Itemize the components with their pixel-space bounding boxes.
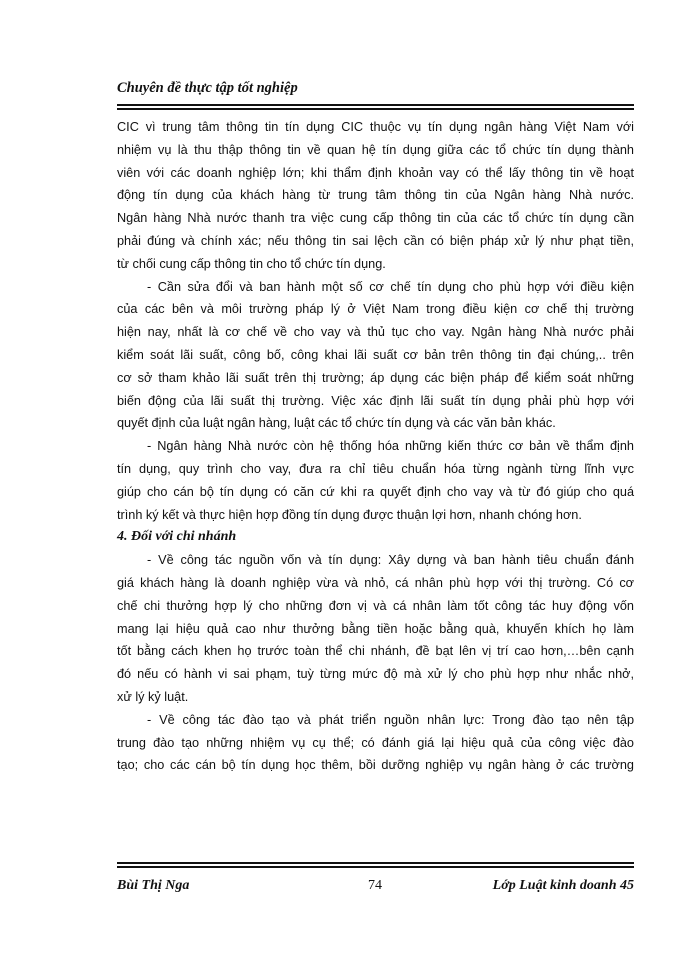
text-line: cơ sở tham khảo lãi suất trên thị trường; áp dụng các biện pháp để kiểm soát những (117, 370, 634, 385)
text-line: tạo; cho các cán bộ tín dụng học thêm, bồi dưỡng nghiệp vụ ngân hàng ở các trường (117, 758, 634, 773)
page-number: 74 (368, 878, 382, 893)
text-line: nhiệm vụ là thu thập thông tin về quan hệ tín dụng giữa các tổ chức tín dụng thành (117, 142, 634, 157)
header-rule-bottom (117, 108, 634, 110)
text-line: quyết định của luật ngân hàng, luật các tổ chức tín dụng và các văn bản khác. (117, 416, 556, 431)
text-line: biến động của lãi suất thị trường. Việc xác định lãi suất tín dụng phải phù hợp với (117, 393, 634, 408)
text-line: - Về công tác nguồn vốn và tín dụng: Xây dựng và ban hành tiêu chuẩn đánh (147, 553, 634, 568)
text-line: tín dụng, quy trình cho vay, đưa ra chỉ tiêu chuẩn hóa từng ngành từng lĩnh vực (117, 461, 634, 476)
footer-rule-top (117, 862, 634, 864)
header-rule-top (117, 104, 634, 106)
text-line: đó nếu có hành vi sai phạm, tuỳ từng mức độ mà xử lý cho phù hợp như nhắc nhở, (117, 667, 634, 682)
text-line: giúp cho cán bộ tín dụng có căn cứ khi ra quyết định cho vay và từ đó giúp cho quá (117, 484, 634, 499)
footer-class-name: Lớp Luật kinh doanh 45 (492, 878, 634, 893)
footer-author: Bùi Thị Nga (117, 878, 190, 893)
text-line: tốt bằng cách khen họ trước toàn thể chi nhánh, đề bạt lên vị trí cao hơn,…bên cạnh (117, 644, 634, 659)
text-line: hiện nay, nhất là cơ chế về cho vay và thủ tục cho vay. Ngân hàng Nhà nước phải (117, 325, 634, 340)
page-footer (117, 878, 634, 898)
text-line: trình ký kết và thực hiện hợp đồng tín dụng được thuận lợi hơn, nhanh chóng hơn. (117, 507, 582, 522)
paragraph-capital-credit (117, 549, 634, 709)
text-line: - Cần sửa đổi và ban hành một số cơ chế tín dụng cho phù hợp với điều kiện (147, 279, 634, 294)
text-line: Ngân hàng Nhà nước thanh tra việc cung cấp thông tin của các tổ chức tín dụng cần (117, 211, 634, 226)
text-line: giá khách hàng là doanh nghiệp vừa và nhỏ, cá nhân phù hợp với thị trường. Có cơ (117, 575, 634, 590)
text-line: viên với các doanh nghiệp lớn; khi thẩm định khoản vay có thể lấy thông tin về hoạt (117, 165, 634, 180)
text-line: trung đào tạo những nhiệm vụ cụ thể; có đánh giá lại hiệu quả của công việc đào (117, 735, 634, 750)
text-line: từ chối cung cấp thông tin cho tổ chức tín dụng. (117, 256, 386, 271)
text-line: CIC vì trung tâm thông tin tín dụng CIC thuộc vụ tín dụng ngân hàng Việt Nam với (117, 120, 634, 134)
paragraph-credit-mechanism (117, 276, 634, 436)
text-line: chế chi thưởng hợp lý cho những đơn vị và cá nhân làm tốt công tác huy động vốn (117, 598, 634, 613)
header-title: Chuyên đề thực tập tốt nghiệp (117, 80, 298, 96)
footer-rule-bottom (117, 866, 634, 868)
text-line: động tín dụng của khách hàng từ trung tâm thông tin của Ngân hàng Nhà nước. (117, 188, 634, 203)
body-text (117, 116, 634, 777)
text-line: của các bên và môi trường pháp lý ở Việt Nam trong điều kiện cơ chế thị trường (117, 302, 634, 317)
text-line: xử lý kỷ luật. (117, 689, 189, 704)
paragraph-systematize (117, 435, 634, 526)
text-line: mang lại hiệu quả cao như thưởng bằng tiền hoặc bằng quà, khuyến khích họ làm (117, 621, 634, 636)
text-line: phải đúng và chính xác; nếu thông tin sai lệch cần có biện pháp xử lý như phạt tiền, (117, 233, 634, 248)
text-line: - Ngân hàng Nhà nước còn hệ thống hóa những kiến thức cơ bản về thẩm định (147, 439, 634, 454)
text-line: - Về công tác đào tạo và phát triển nguồn nhân lực: Trong đào tạo nên tập (147, 712, 634, 727)
paragraph-cic (117, 116, 634, 276)
text-line: kiểm soát lãi suất, công bố, công khai lãi suất cơ bản trên thông tin đại chúng,.. trên (117, 347, 634, 362)
paragraph-training (117, 709, 634, 777)
section-heading: 4. Đối với chi nhánh (117, 529, 237, 545)
